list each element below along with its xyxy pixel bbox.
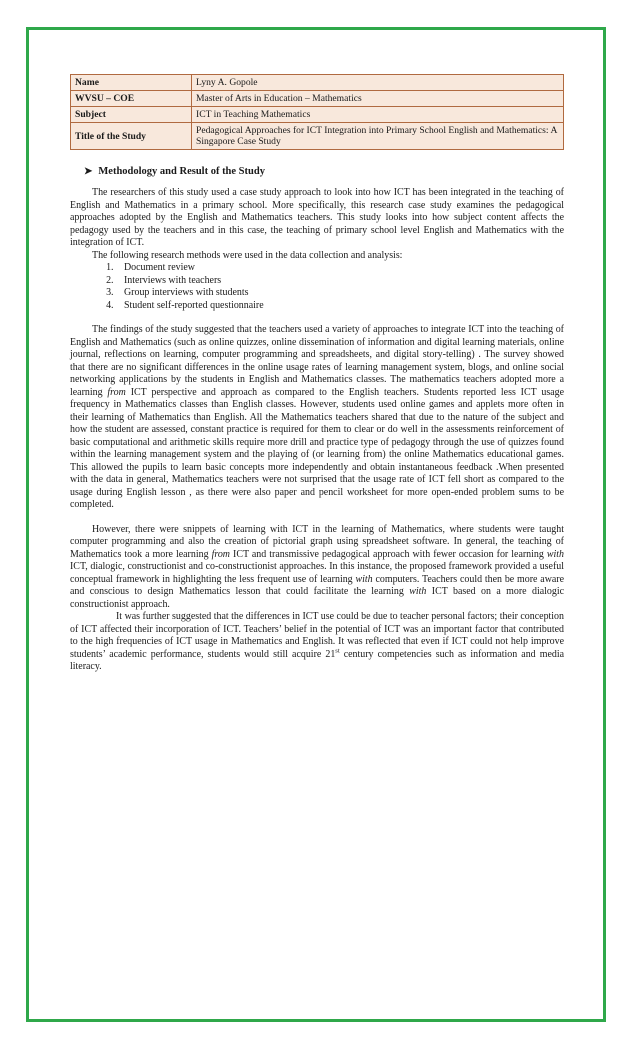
value-name: Lyny A. Gopole (192, 75, 564, 91)
p2-text-b: ICT perspective and approach as compared to the English teachers. Students reported less ICT usage frequency in Mathematics classes than English classes. However, students used online games and applets more often in their learning of Mathematics than English. All the Mathematics teachers shared that due to the nature of the subject and how the student are assessed, constant practice is required for them to clear or do well in the assessments reinforcement of basic computational and arithmetic skills require more drill and practice type of pedagogy through the use of quizzes found within the learning management system and the playing of (or learning from) the online Mathematics educational games. This allowed the pupils to learn basic concepts more independently and obtain instantaneous feedback .When presented with the data in general, Mathematics teachers were not surprised that the usage rate of ICT fell short as compared to the usage during English lesson , as there were also paper and pencil worksheet for more open-ended problem sums to be completed. (70, 386, 564, 510)
p3-text-d: computers. Teachers could then be more aware and conscious to design Mathematics lesson that could facilitate the learning (70, 573, 565, 597)
list-item: 3. Group interviews with students (116, 287, 564, 300)
value-school: Master of Arts in Education – Mathematics (192, 91, 564, 107)
value-title: Pedagogical Approaches for ICT Integration into Primary School English and Mathematics: A Singapore Case Study (192, 123, 564, 150)
p3-emphasis-2: with (546, 548, 564, 560)
info-table (70, 74, 564, 150)
section-heading-text: Methodology and Result of the Study (98, 166, 265, 177)
methods-intro: The following research methods were used in the data collection and analysis: (92, 249, 403, 261)
p2-text-a: The findings of the study suggested that the teachers used a variety of approaches to integrate ICT into the teaching of English and Mathematics (such as online quizzes, online dissemination of information and digital learning materials, online journal, reflections on learning, computer programming and spreadsheets, and digital story-telling) . The survey showed that there are no significant differences in the online usage rates of learning management system, blogs, and online social networking applications by the students in English and Mathematics classes. The mathematics teachers adopted more a learning (70, 324, 564, 398)
p3-emphasis-1: from (211, 548, 230, 560)
arrow-bullet-icon: ➤ (84, 165, 93, 177)
paragraph-1: The researchers of this study used a case study approach to look into how ICT has been integrated in the teaching of English and Mathematics in a primary school. More specifically, this research case study examines the pedagogical approaches adopted by the English and Mathematics teachers. This study looks into how subject content affects the pedagogy used by the teachers and in this case, the teaching of primary school level English and Mathematics with the integration of ICT. (70, 187, 564, 248)
list-item: 1. Document review (116, 262, 564, 275)
document-body (70, 74, 564, 674)
p4-text-a: It was further suggested that the differences in ICT use could be due to teacher personal factors; their conception of ICT affected their incorporation of ICT. Teachers’ belief in the potential of ICT was an important factor that contributed to the high frequencies of ICT usage in Mathematics and English. It was reflected that even if ICT could not help improve students’ academic performance, students would still acquire 21 (70, 611, 564, 660)
value-subject: ICT in Teaching Mathematics (192, 107, 564, 123)
list-item: 4. Student self-reported questionnaire (116, 300, 564, 313)
table-row (71, 107, 564, 123)
methods-list (70, 262, 564, 312)
label-subject: Subject (71, 107, 192, 123)
p3-emphasis-3: with (355, 573, 373, 585)
table-row (71, 91, 564, 107)
paragraph-2 (70, 324, 564, 512)
label-title: Title of the Study (71, 123, 192, 150)
section-heading (84, 166, 564, 177)
paragraph-3 (70, 524, 564, 612)
p2-emphasis: from (107, 386, 126, 398)
p3-text-b: ICT and transmissive pedagogical approach with fewer occasion for learning (229, 548, 547, 560)
label-school: WVSU – COE (71, 91, 192, 107)
p4-superscript: st (335, 647, 340, 655)
table-row (71, 75, 564, 91)
list-item: 2. Interviews with teachers (116, 275, 564, 288)
label-name: Name (71, 75, 192, 91)
p3-text-c: ICT, dialogic, constructionist and co-constructionist approaches. In this instance, the proposed framework provided a useful conceptual framework in highlighting the less frequent use of learning (70, 561, 564, 585)
paragraph-4 (70, 611, 564, 674)
table-row (71, 123, 564, 150)
p3-text-a: However, there were snippets of learning with ICT in the learning of Mathematics, where students were taught computer programming and also the creation of pictorial graph using spreadsheet software. In general, the teaching of Mathematics took a more learning (70, 523, 564, 560)
p3-emphasis-4: with (409, 586, 427, 597)
p4-text-b: century competencies such as information and media literacy. (70, 648, 564, 672)
p3-text-e: ICT based on a more dialogic constructionist approach. (70, 586, 564, 610)
